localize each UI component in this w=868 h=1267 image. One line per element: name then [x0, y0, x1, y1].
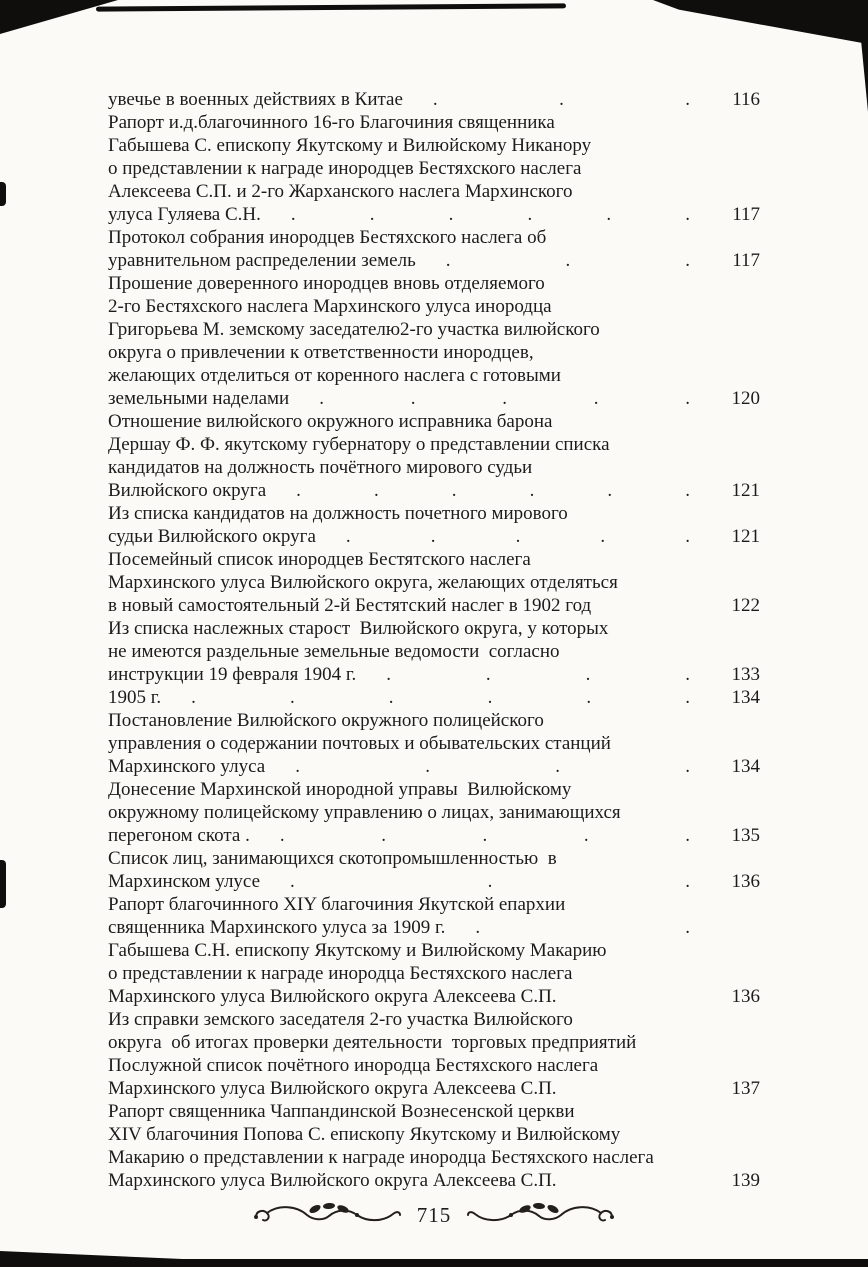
toc-entry-text: Посемейный список инородцев Бестятского наслега: [108, 549, 531, 570]
toc-entry-text: Отношение вилюйского окружного исправника барона: [108, 411, 553, 432]
toc-entry-text: Список лиц, занимающихся скотопромышленностью в: [108, 848, 557, 869]
toc-entry: [108, 249, 760, 272]
toc-entry-text: управления о содержании почтовых и обывательских станций: [108, 733, 611, 754]
toc-entry-page: 121: [731, 480, 760, 501]
toc-entry: [108, 1031, 760, 1054]
toc-entry-text: Мархинского улуса Вилюйского округа Алексеева С.П.: [108, 1170, 557, 1191]
toc-entry: [108, 1123, 760, 1146]
toc-entry-page: 135: [731, 825, 760, 846]
toc-entry: [108, 364, 760, 387]
toc-entry: [108, 571, 760, 594]
dot-leader: . . . .: [295, 756, 690, 777]
toc-entry: [108, 1077, 760, 1100]
toc-entry-text: Рапорт священника Чаппандинской Вознесенской церкви: [108, 1101, 575, 1122]
toc-entry-text: Рапорт и.д.благочинного 16-го Благочиния священника: [108, 112, 555, 133]
ornament-right-icon: [465, 1200, 615, 1230]
toc-entry-text: Прошение доверенного инородцев вновь отделяемого: [108, 273, 545, 294]
toc-entry-text: инструкции 19 февраля 1904 г.: [108, 664, 357, 685]
toc-entry-text: Протокол собрания инородцев Бестяхского наслега об: [108, 227, 547, 248]
toc-entry: [108, 916, 760, 939]
toc-entry: [108, 410, 760, 433]
scan-artifact: [0, 1251, 200, 1267]
toc-entry: [108, 594, 760, 617]
toc-entry-page: 121: [731, 526, 760, 547]
toc-entry-text: Габышева С. епископу Якутскому и Вилюйскому Никанору: [108, 135, 592, 156]
toc-entry-text: 1905 г.: [108, 687, 162, 708]
toc-entry: [108, 1169, 760, 1192]
toc-entry-text: Рапорт благочинного XIY благочиния Якутской епархии: [108, 894, 566, 915]
toc-entry: [108, 479, 760, 502]
toc-entry: [108, 962, 760, 985]
toc-entry-text: Постановление Вилюйского окружного полицейского: [108, 710, 544, 731]
toc-entry-page: 137: [731, 1078, 760, 1099]
toc-entry-text: Алексеева С.П. и 2-го Жарханского наслега Мархинского: [108, 181, 573, 202]
scan-artifact: [0, 0, 118, 34]
toc-entry-text: судьи Вилюйского округа: [108, 526, 316, 547]
toc-list: [108, 88, 760, 1192]
toc-entry-text: Из справки земского заседателя 2-го участка Вилюйского: [108, 1009, 573, 1030]
toc-entry-page: 120: [731, 388, 760, 409]
toc-entry-page: 116: [732, 89, 760, 110]
scan-artifact: [0, 860, 6, 908]
toc-entry: [108, 1008, 760, 1031]
toc-entry-page: 134: [731, 687, 760, 708]
toc-entry: [108, 1100, 760, 1123]
toc-entry-text: Донесение Мархинской инородной управы Вилюйскому: [108, 779, 572, 800]
toc-entry: [108, 272, 760, 295]
toc-entry-text: Из списка наслежных старост Вилюйского округа, у которых: [108, 618, 609, 639]
toc-entry: [108, 318, 760, 341]
toc-entry-text: Габышева С.Н. епископу Якутскому и Вилюйскому Макарию: [108, 940, 607, 961]
toc-entry-text: окружному полицейскому управлению о лицах, занимающихся: [108, 802, 621, 823]
toc-entry: [108, 525, 760, 548]
toc-entry: [108, 295, 760, 318]
toc-entry: [108, 226, 760, 249]
toc-entry-page: 122: [731, 595, 760, 616]
dot-leader: . . . . . .: [290, 204, 690, 225]
toc-entry-text: улуса Гуляева С.Н.: [108, 204, 261, 225]
dot-leader: . . . . .: [319, 388, 690, 409]
dot-leader: . . . . . .: [296, 480, 690, 501]
toc-entry-text: Макарию о представлении к награде инородца Бестяхского наслега: [108, 1147, 654, 1168]
toc-entry-text: земельными наделами: [108, 388, 290, 409]
toc-entry: [108, 847, 760, 870]
toc-entry-text: о представлении к награде инородцев Бестяхского наслега: [108, 158, 582, 179]
toc-entry-text: Мархинского улуса Вилюйского округа Алексеева С.П.: [108, 1078, 557, 1099]
toc-entry-text: увечье в военных действиях в Китае: [108, 89, 403, 110]
toc-entry-text: округа о привлечении к ответственности инородцев,: [108, 342, 534, 363]
toc-entry: [108, 1146, 760, 1169]
toc-entry-text: не имеются раздельные земельные ведомости согласно: [108, 641, 560, 662]
toc-entry-page: 136: [731, 986, 760, 1007]
toc-entry-text: Дершау Ф. Ф. якутскому губернатору о представлении списка: [108, 434, 610, 455]
page-number: 715: [416, 1202, 452, 1227]
toc-entry: [108, 801, 760, 824]
toc-entry-page: 134: [731, 756, 760, 777]
toc-entry-text: XIV благочиния Попова С. епископу Якутскому и Вилюйскому: [108, 1124, 621, 1145]
toc-entry-text: Мархинского улуса: [108, 756, 266, 777]
toc-entry-page: 117: [732, 204, 760, 225]
dot-leader: . . . . . .: [191, 687, 690, 708]
dot-leader: . .: [475, 917, 690, 938]
toc-entry: [108, 686, 760, 709]
toc-entry-page: 139: [731, 1170, 760, 1191]
dot-leader: . . .: [290, 871, 690, 892]
scan-artifact: [0, 182, 6, 206]
dot-leader: . . . . .: [279, 825, 690, 846]
toc-entry-text: округа об итогах проверки деятельности торговых предприятий: [108, 1032, 637, 1053]
toc-entry-text: Вилюйского округа: [108, 480, 267, 501]
toc-entry: [108, 387, 760, 410]
toc-entry: [108, 985, 760, 1008]
toc-entry: [108, 939, 760, 962]
toc-entry-text: Григорьева М. земскому заседателю2-го участка вилюйского: [108, 319, 600, 340]
toc-entry: [108, 824, 760, 847]
toc-entry: [108, 893, 760, 916]
toc-entry: [108, 663, 760, 686]
toc-entry-text: Послужной список почётного инородца Бестяхского наслега: [108, 1055, 599, 1076]
toc-entry: [108, 203, 760, 226]
toc-entry-text: священника Мархинского улуса за 1909 г.: [108, 917, 446, 938]
toc-entry: [108, 755, 760, 778]
toc-entry: [108, 88, 760, 111]
toc-entry: [108, 157, 760, 180]
toc-entry: [108, 134, 760, 157]
dot-leader: . . .: [445, 250, 690, 271]
scan-artifact: [861, 40, 868, 112]
toc-entry-text: Мархинского улуса Вилюйского округа, желающих отделяться: [108, 572, 618, 593]
toc-entry: [108, 640, 760, 663]
toc-entry: [108, 1054, 760, 1077]
toc-entry-text: о представлении к награде инородца Бестяхского наслега: [108, 963, 573, 984]
dot-leader: . . . .: [386, 664, 690, 685]
toc-entry-text: уравнительном распределении земель: [108, 250, 416, 271]
toc-entry-text: Из списка кандидатов на должность почетного мирового: [108, 503, 568, 524]
scan-artifact: [653, 0, 868, 44]
toc-entry: [108, 341, 760, 364]
toc-entry: [108, 548, 760, 571]
toc-entry: [108, 778, 760, 801]
toc-entry: [108, 732, 760, 755]
toc-entry: [108, 502, 760, 525]
toc-entry-text: перегоном скота .: [108, 825, 250, 846]
toc-entry-text: Мархинского улуса Вилюйского округа Алексеева С.П.: [108, 986, 557, 1007]
toc-entry-text: желающих отделиться от коренного наслега с готовыми: [108, 365, 561, 386]
toc-entry-text: 2-го Бестяхского наслега Мархинского улуса инородца: [108, 296, 552, 317]
page-footer: [0, 1200, 868, 1230]
toc-entry-text: кандидатов на должность почётного мирового судьи: [108, 457, 533, 478]
toc-entry: [108, 870, 760, 893]
scan-artifact: [96, 3, 566, 11]
dot-leader: . . .: [432, 89, 690, 110]
toc-entry-page: 133: [731, 664, 760, 685]
toc-entry: [108, 433, 760, 456]
ornament-left-icon: [253, 1200, 403, 1230]
toc-entry-text: в новый самостоятельный 2-й Бестятский наслег в 1902 год: [108, 595, 592, 616]
toc-entry: [108, 180, 760, 203]
toc-entry-text: Мархинском улусе: [108, 871, 261, 892]
dot-leader: . . . . .: [345, 526, 690, 547]
toc-entry: [108, 709, 760, 732]
toc-entry: [108, 111, 760, 134]
toc-entry: [108, 617, 760, 640]
toc-entry-page: 136: [731, 871, 760, 892]
toc-entry: [108, 456, 760, 479]
toc-entry-page: 117: [732, 250, 760, 271]
